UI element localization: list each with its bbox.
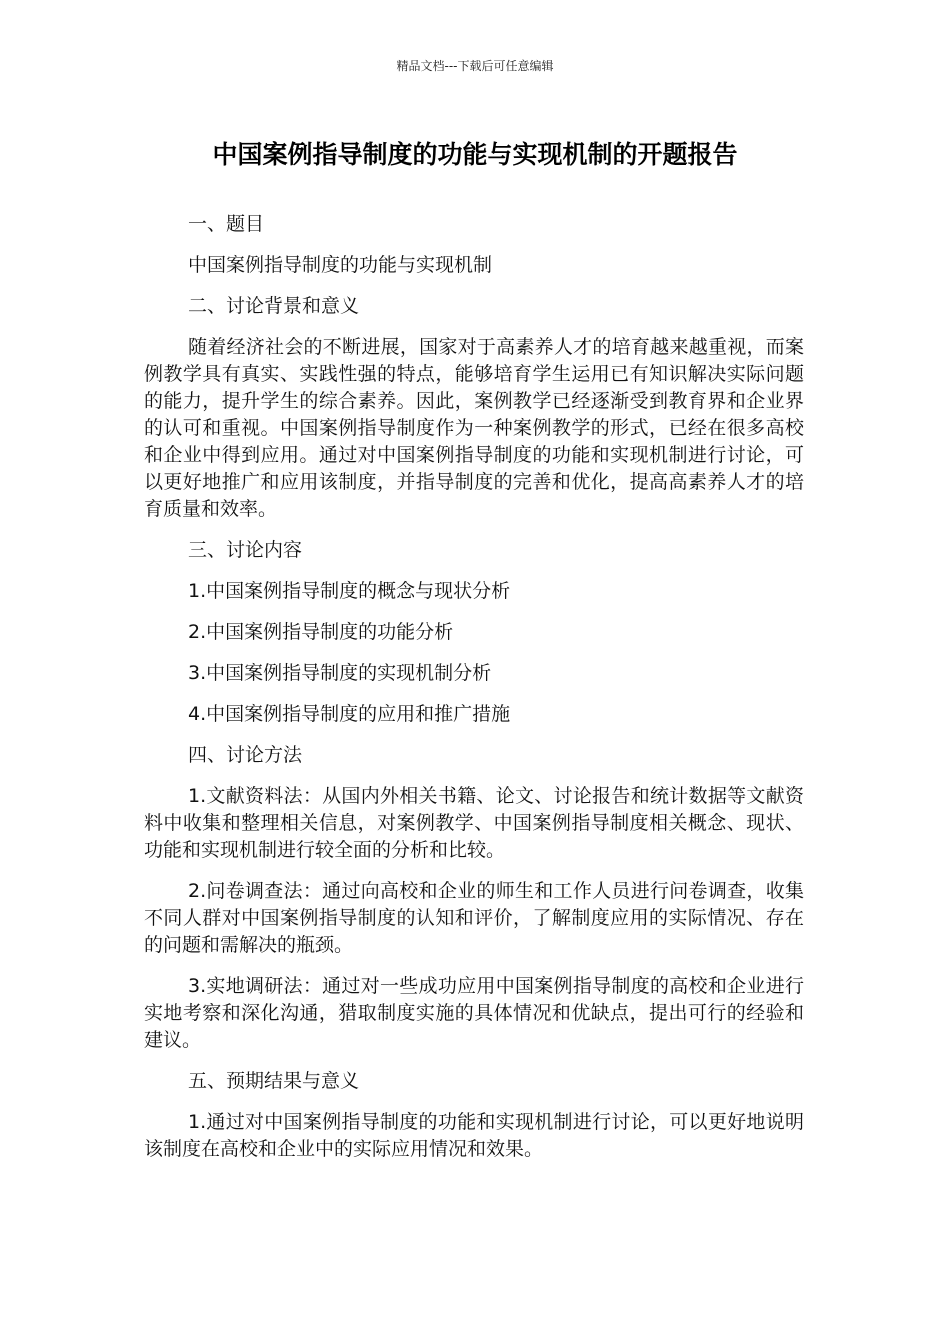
section-4-item-1: 1.文献资料法：从国内外相关书籍、论文、讨论报告和统计数据等文献资料中收集和整理相关信息，对案例教学、中国案例指导制度相关概念、现状、功能和实现机制进行较全面的分析和比较。 (144, 785, 804, 861)
section-2-paragraph: 随着经济社会的不断进展，国家对于高素养人才的培育越来越重视，而案例教学具有真实、实践性强的特点，能够培育学生运用已有知识解决实际问题的能力，提升学生的综合素养。因此，案例教学已经逐渐受到教育界和企业界的认可和重视。中国案例指导制度作为一种案例教学的形式，已经在很多高校和企业中得到应用。通过对中国案例指导制度的功能和实现机制进行讨论，可以更好地推广和应用该制度，并指导制度的完善和优化，提高高素养人才的培育质量和效率。 (144, 336, 804, 520)
section-3-item-2: 2.中国案例指导制度的功能分析 (188, 621, 454, 643)
section-1-heading: 一、题目 (188, 213, 265, 235)
section-5-item-1: 1.通过对中国案例指导制度的功能和实现机制进行讨论，可以更好地说明该制度在高校和企业中的实际应用情况和效果。 (144, 1111, 804, 1160)
section-1-text: 中国案例指导制度的功能与实现机制 (188, 254, 493, 276)
document-body (144, 211, 804, 1177)
section-2-heading: 二、讨论背景和意义 (188, 295, 360, 317)
section-3-item-3: 3.中国案例指导制度的实现机制分析 (188, 662, 492, 684)
document-title: 中国案例指导制度的功能与实现机制的开题报告 (212, 140, 738, 169)
section-4-item-3: 3.实地调研法：通过对一些成功应用中国案例指导制度的高校和企业进行实地考察和深化沟通，猎取制度实施的具体情况和优缺点，提出可行的经验和建议。 (144, 975, 804, 1051)
section-4-heading: 四、讨论方法 (188, 744, 303, 766)
section-3-heading: 三、讨论内容 (188, 539, 303, 561)
section-3-item-4: 4.中国案例指导制度的应用和推广措施 (188, 703, 511, 725)
page-header-note: 精品文档---下载后可任意编辑 (396, 59, 554, 73)
section-3-item-1: 1.中国案例指导制度的概念与现状分析 (188, 580, 511, 602)
section-5-heading: 五、预期结果与意义 (188, 1070, 360, 1092)
section-4-item-2: 2.问卷调查法：通过向高校和企业的师生和工作人员进行问卷调查，收集不同人群对中国案例指导制度的认知和评价，了解制度应用的实际情况、存在的问题和需解决的瓶颈。 (144, 880, 804, 956)
